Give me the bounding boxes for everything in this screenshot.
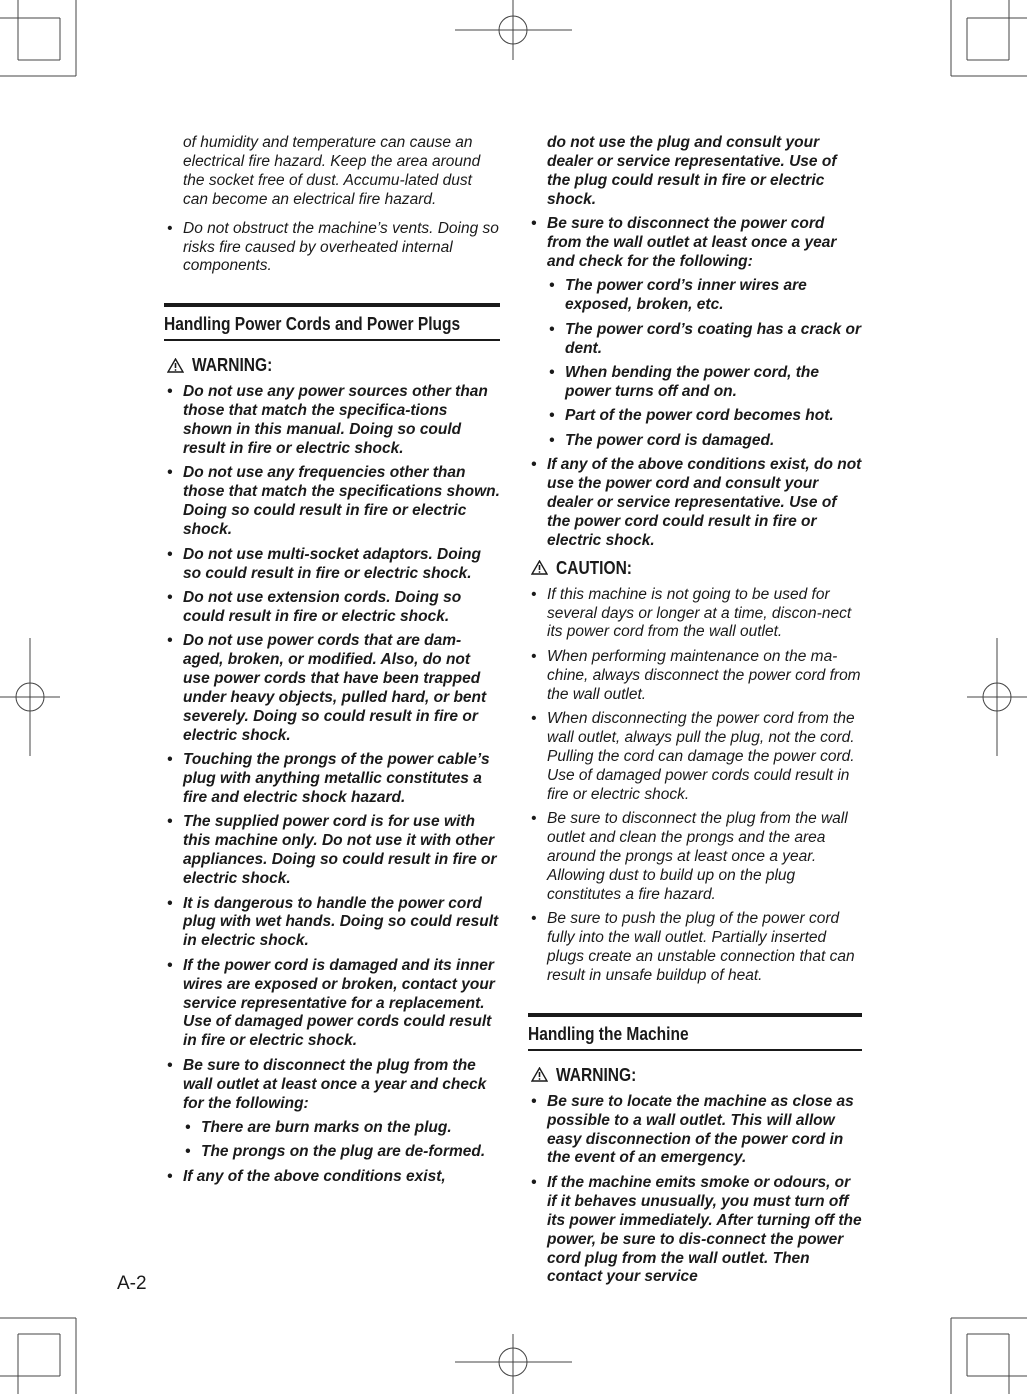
list-item: • It is dangerous to handle the power cord plug with wet hands. Doing so could result in electric shock. [167,894,499,950]
sub-list-item-text: When bending the power cord, the power turns off and on. [565,363,820,400]
sub-list-item-text: The power cord’s inner wires are exposed, broken, etc. [565,277,807,314]
caution-icon [531,560,548,575]
sub-list-item: • Part of the power cord becomes hot. [549,407,834,425]
list-item: • Do not use multi-socket adaptors. Doing so could result in fire or electric shock. [167,545,481,582]
list-item-text: Be sure to disconnect the power cord from the wall outlet at least once a year and check for the following: [547,215,837,270]
list-item-text: Do not use multi-socket adaptors. Doing so could result in fire or electric shock. [183,545,481,582]
list-item-text: Do not use any frequencies other than those that match the specifications shown. Doing so could result in fire or electric shock. [183,464,500,539]
list-item: • Be sure to disconnect the power cord from the wall outlet at least once a year and check for the following: [531,215,837,270]
list-item-text: Be sure to locate the machine as close as possible to a wall outlet. This will allow easy disconnection of the power cord in the event of an emergency. [547,1092,854,1167]
warning-heading [167,354,500,376]
sub-list-item: • When bending the power cord, the power turns off and on. [549,363,820,400]
list-item-text: The supplied power cord is for use with this machine only. Do not use it with other appliances. Doing so could result in fire or electric shock. [183,813,497,888]
list-item-text: Be sure to disconnect the plug from the wall outlet and clean the prongs and the area around the prongs at least once a year. Allowing dust to build up on the plug constitutes a fire hazard. [547,810,848,903]
caution-heading [531,557,862,579]
warning-heading [531,1064,862,1086]
section-title: Handling the Machine [528,1022,689,1044]
list-item: • If any of the above conditions exist, do not use the power cord and consult your dealer or service representative. Use of the power cord could result in fire or electric shock. [531,456,862,549]
list-item: • Be sure to disconnect the plug from the wall outlet and clean the prongs and the area around the prongs at least once a year. Allowing dust to build up on the plug constitutes a fire hazard. [531,810,848,903]
list-item: • If the power cord is damaged and its inner wires are exposed or broken, contact your service representative for a replacement. Use of damaged power cords could result in fire or electric shock. [167,956,495,1050]
list-item: • Be sure to push the plug of the power cord fully into the wall outlet. Partially inserted plugs create an unstable connection that can result in unsafe buildup of heat. [531,910,855,984]
list-item-text: If the machine emits smoke or odours, or if it behaves unusually, you must turn off its power immediately. After turning off the power, be sure to dis-connect the power cord plug from the wall outlet. Then contact your service [547,1173,862,1286]
list-item: • If any of the above conditions exist, [167,1167,446,1185]
list-item-text: It is dangerous to handle the power cord plug with wet hands. Doing so could result in electric shock. [183,894,499,950]
list-item-text: If any of the above conditions exist, do not use the power cord and consult your dealer or service representative. Use of the power cord could result in fire or electric shock. [547,456,862,549]
section-title: Handling Power Cords and Power Plugs [164,313,461,335]
list-item-text: Touching the prongs of the power cable’s plug with anything metallic constitutes a fire and electric shock hazard. [183,751,490,806]
sub-list-item: • There are burn marks on the plug. [185,1118,452,1136]
warning-icon [167,358,184,373]
intro-paragraph: of humidity and temperature can cause an electrical fire hazard. Keep the area around the socket free of dust. Accumu-lated dust can become an electrical fire hazard. [183,134,481,208]
list-item-text: If the power cord is damaged and its inner wires are exposed or broken, contact your service representative for a replacement. Use of damaged power cords could result in fire or electric shock. [183,956,495,1050]
sub-list-item-text: Part of the power cord becomes hot. [565,407,834,425]
list-item: • When disconnecting the power cord from the wall outlet, always pull the plug, not the cord. Pulling the cord can damage the power cord. Use of damaged power cords could result in fire or electric shock. [531,710,855,803]
sub-list-item-text: There are burn marks on the plug. [201,1118,452,1136]
sub-list-item: • The power cord’s inner wires are exposed, broken, etc. [549,277,807,314]
list-item-text: When performing maintenance on the ma-chine, always disconnect the power cord from the wall outlet. [547,647,861,703]
list-item: • If this machine is not going to be used for several days or longer at a time, discon-nect its power cord from the wall outlet. [531,585,852,641]
list-item: • Be sure to locate the machine as close as possible to a wall outlet. This will allow easy disconnection of the power cord in the event of an emergency. [531,1092,854,1167]
sub-list-item: • The power cord is damaged. [549,431,775,449]
warning-label: WARNING: [556,1063,637,1085]
list-item: • Be sure to disconnect the plug from the wall outlet at least once a year and check for the following: [167,1056,487,1112]
caution-label: CAUTION: [556,556,632,578]
page-number: A-2 [117,1273,147,1294]
list-item: • Do not use any frequencies other than those that match the specifications shown. Doing so could result in fire or electric shock. [167,464,500,539]
list-item: • Do not use any power sources other than those that match the specifica-tions shown in this manual. Doing so could result in fire or electric shock. [167,383,488,458]
list-item-text: If any of the above conditions exist, [183,1167,446,1185]
list-item: • The supplied power cord is for use with this machine only. Do not use it with other appliances. Doing so could result in fire or electric shock. [167,813,497,888]
list-item-text: Be sure to disconnect the plug from the wall outlet at least once a year and check for the following: [183,1056,487,1112]
list-item-text: Do not use any power sources other than those that match the specifica-tions shown in this manual. Doing so could result in fire or electric shock. [183,383,488,458]
section-header-machine [528,1013,862,1051]
list-item: • Touching the prongs of the power cable’s plug with anything metallic constitutes a fire and electric shock hazard. [167,751,490,806]
sub-list-item-text: The power cord’s coating has a crack or dent. [565,320,862,357]
left-column [164,134,500,1192]
list-item: • If the machine emits smoke or odours, or if it behaves unusually, you must turn off its power immediately. After turning off the power, be sure to dis-connect the power cord plug from the wall outlet. Then contact your service [531,1173,862,1286]
list-item-text: When disconnecting the power cord from the wall outlet, always pull the plug, not the cord. Pulling the cord can damage the power cord. Use of damaged power cords could result in fire or electric shock. [547,710,855,803]
sub-list-item: • The power cord’s coating has a crack or dent. [549,320,862,357]
list-item-text: Do not use power cords that are dam-aged, broken, or modified. Also, do not use power cords that have been trapped under heavy objects, pulled hard, or bent severely. Doing so could result in fire or electric shock. [183,632,487,744]
section-header-power-cords [164,303,500,341]
warning-label: WARNING: [192,354,273,376]
vents-bullet-text: Do not obstruct the machine’s vents. Doing so risks fire caused by overheated internal components. [183,219,499,275]
list-item: • Do not use power cords that are dam-aged, broken, or modified. Also, do not use power cords that have been trapped under heavy objects, pulled hard, or bent severely. Doing so could result in fire or electric shock. [167,632,487,744]
warning-icon [531,1067,548,1082]
list-item-text: If this machine is not going to be used for several days or longer at a time, discon-nect its power cord from the wall outlet. [547,585,852,641]
continued-paragraph: do not use the plug and consult your dealer or service representative. Use of the plug could result in fire or electric shock. [547,134,837,208]
right-column [528,134,862,1293]
list-item: • When performing maintenance on the ma-chine, always disconnect the power cord from the wall outlet. [531,647,861,703]
list-item-text: Be sure to push the plug of the power cord fully into the wall outlet. Partially inserted plugs create an unstable connection that can result in unsafe buildup of heat. [547,910,855,984]
list-item-text: Do not use extension cords. Doing so could result in fire or electric shock. [183,588,462,625]
list-item: • Do not use extension cords. Doing so could result in fire or electric shock. [167,588,462,625]
sub-list-item-text: The power cord is damaged. [565,431,775,449]
sub-list-item: • The prongs on the plug are de-formed. [185,1143,486,1161]
sub-list-item-text: The prongs on the plug are de-formed. [201,1143,486,1161]
vents-bullet: • Do not obstruct the machine’s vents. Doing so risks fire caused by overheated internal components. [167,219,499,275]
